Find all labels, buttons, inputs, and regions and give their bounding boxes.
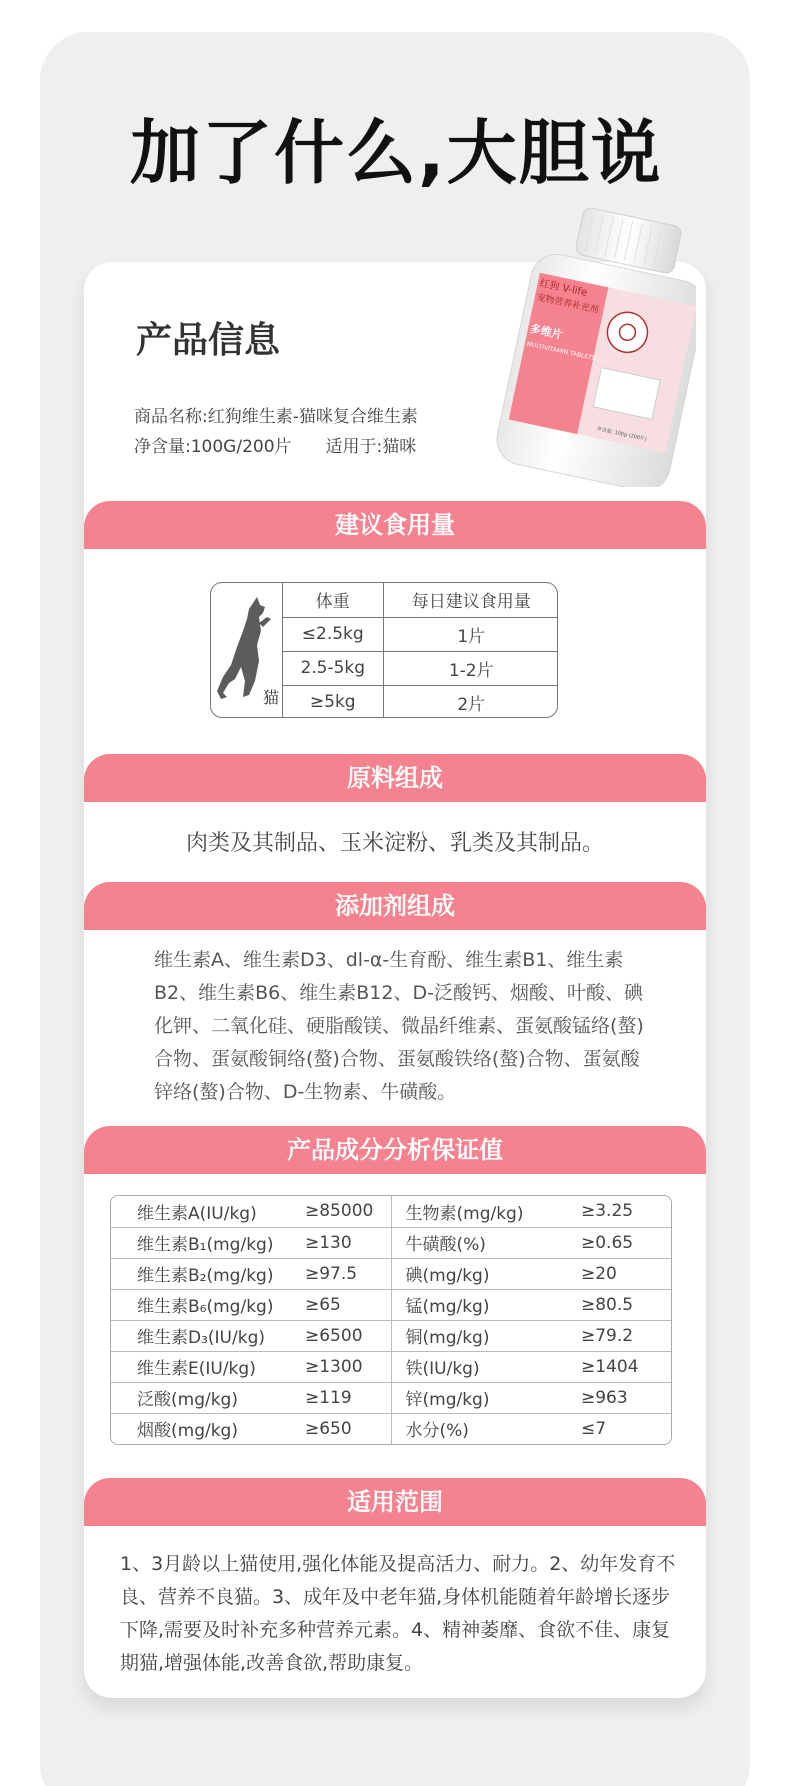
bottle-product-name: 多维片 xyxy=(528,322,564,342)
nutrient-value: ≥79.2 xyxy=(563,1320,671,1351)
nutrient-name: 泛酸(mg/kg) xyxy=(111,1382,279,1413)
nutrient-value: ≥3.25 xyxy=(563,1196,671,1227)
nutrient-name: 锌(mg/kg) xyxy=(391,1382,563,1413)
section-analysis-title: 产品成分分析保证值 xyxy=(84,1126,706,1174)
nutrient-value: ≥1404 xyxy=(563,1351,671,1382)
nutrient-value: ≥119 xyxy=(279,1382,391,1413)
section-scope-title: 适用范围 xyxy=(84,1478,706,1526)
nutrient-name: 碘(mg/kg) xyxy=(391,1258,563,1289)
dosage-grid xyxy=(283,583,558,718)
net-weight-line xyxy=(134,432,416,457)
table-row xyxy=(111,1320,671,1351)
analysis-table xyxy=(110,1195,672,1445)
nutrient-name: 铜(mg/kg) xyxy=(391,1320,563,1351)
cat-label: 猫 xyxy=(263,688,280,707)
header-weight: 体重 xyxy=(283,583,383,617)
nutrient-value: ≥0.65 xyxy=(563,1227,671,1258)
nutrient-value: ≥65 xyxy=(279,1289,391,1320)
weight-cell: ≤2.5kg xyxy=(283,617,383,651)
section-additives-title: 添加剂组成 xyxy=(84,882,706,930)
table-row xyxy=(111,1382,671,1413)
nutrient-name: 烟酸(mg/kg) xyxy=(137,1421,238,1442)
nutrient-name: 维生素E(IU/kg) xyxy=(111,1351,279,1382)
table-row xyxy=(111,1227,671,1258)
bottle-brand: 红狗 V-life xyxy=(538,278,589,299)
table-header-row xyxy=(283,583,558,617)
nutrient-value: ≥80.5 xyxy=(563,1289,671,1320)
suitable-for: 适用于:猫咪 xyxy=(325,437,417,457)
weight-cell: ≥5kg xyxy=(283,685,383,718)
nutrient-value: ≥6500 xyxy=(279,1320,391,1351)
table-row xyxy=(111,1289,671,1320)
table-row xyxy=(111,1351,671,1382)
headline: 加了什么,大胆说 xyxy=(130,112,663,194)
net-weight: 净含量:100G/200片 xyxy=(134,437,292,457)
bottle-net: 净含量: 100g (200片) xyxy=(596,426,648,443)
nutrient-name: 维生素A(IU/kg) xyxy=(111,1196,279,1227)
nutrient-name: 牛磺酸(%) xyxy=(391,1227,563,1258)
nutrient-value: ≥130 xyxy=(279,1227,391,1258)
header-daily-amount: 每日建议食用量 xyxy=(383,583,558,617)
nutrient-name: 维生素B₁(mg/kg) xyxy=(111,1227,279,1258)
amount-cell: 1片 xyxy=(383,617,558,651)
dosage-table xyxy=(210,582,558,718)
nutrient-value: ≥85000 xyxy=(279,1196,391,1227)
nutrient-value: ≥20 xyxy=(563,1258,671,1289)
nutrient-value: ≤7 xyxy=(581,1418,607,1439)
bottle-english: MULTIVITAMIN TABLETS xyxy=(526,340,597,363)
nutrient-name: 生物素(mg/kg) xyxy=(391,1196,563,1227)
amount-cell: 2片 xyxy=(457,694,486,715)
nutrient-name: 水分(%) xyxy=(405,1421,469,1442)
nutrient-value: ≥650 xyxy=(279,1413,391,1444)
nutrient-value: ≥1300 xyxy=(279,1351,391,1382)
table-row xyxy=(111,1413,671,1444)
product-info-title: 产品信息 xyxy=(136,320,281,361)
product-bottle-image xyxy=(486,205,696,487)
bottle-subtitle: 宠物营养补充剂 xyxy=(535,292,600,316)
table-row xyxy=(283,685,558,718)
table-row xyxy=(283,617,558,651)
nutrient-name: 维生素B₂(mg/kg) xyxy=(111,1258,279,1289)
nutrient-name: 铁(IU/kg) xyxy=(391,1351,563,1382)
ingredients-text: 肉类及其制品、玉米淀粉、乳类及其制品。 xyxy=(185,831,604,856)
nutrient-value: ≥963 xyxy=(563,1382,671,1413)
table-row xyxy=(111,1258,671,1289)
section-ingredients-title: 原料组成 xyxy=(84,754,706,802)
table-row xyxy=(283,651,558,685)
nutrient-name: 维生素B₆(mg/kg) xyxy=(111,1289,279,1320)
section-dosage-title: 建议食用量 xyxy=(84,501,706,549)
nutrient-name: 锰(mg/kg) xyxy=(391,1289,563,1320)
amount-cell: 1-2片 xyxy=(383,651,558,685)
weight-cell: 2.5-5kg xyxy=(283,651,383,685)
nutrient-name: 维生素D₃(IU/kg) xyxy=(111,1320,279,1351)
additives-text: 维生素A、维生素D3、dl-α-生育酚、维生素B1、维生素B2、维生素B6、维生素B12、D-泛酸钙、烟酸、叶酸、碘化钾、二氧化硅、硬脂酸镁、微晶纤维素、蛋氨酸锰络(螯)合物、蛋氨酸铜络(螯)合物、蛋氨酸铁络(螯)合物、蛋氨酸锌络(螯)合物、D-生物素、牛磺酸。 xyxy=(154,949,644,1103)
scope-text: 1、3月龄以上猫使用,强化体能及提高活力、耐力。2、幼年发育不良、营养不良猫。3、成年及中老年猫,身体机能随着年龄增长逐步下降,需要及时补充多种营养元素。4、精神萎靡、食欲不佳、康复期猫,增强体能,改善食欲,帮助康复。 xyxy=(120,1553,676,1674)
table-row xyxy=(111,1196,671,1227)
product-name-line: 商品名称:红狗维生素-猫咪复合维生素 xyxy=(134,407,418,427)
nutrient-value: ≥97.5 xyxy=(279,1258,391,1289)
